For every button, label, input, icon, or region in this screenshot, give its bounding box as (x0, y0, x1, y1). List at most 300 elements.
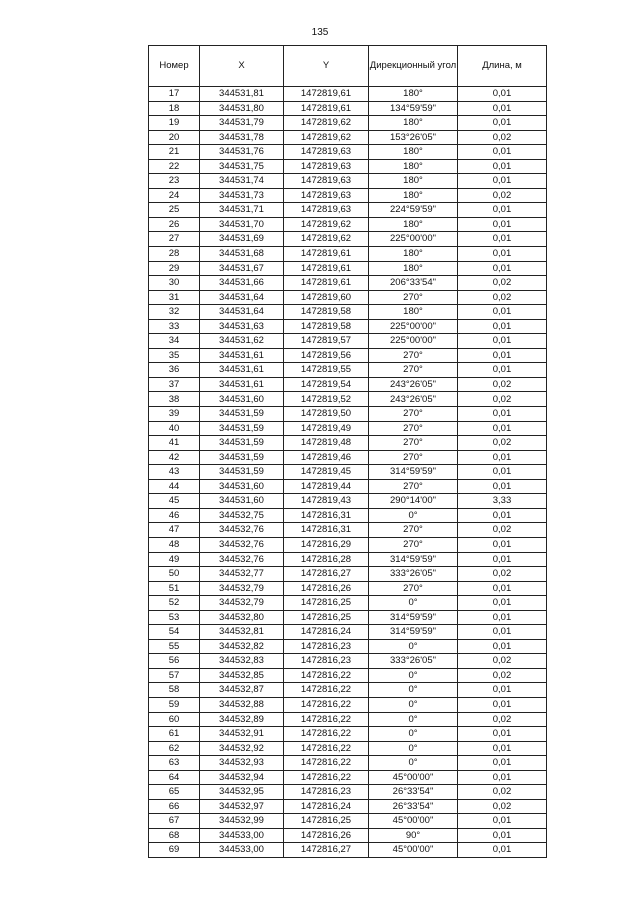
cell-x: 344532,89 (200, 712, 284, 727)
cell-number: 59 (149, 697, 200, 712)
cell-y: 1472816,24 (284, 625, 369, 640)
cell-length: 0,01 (458, 348, 547, 363)
table-row (149, 436, 547, 451)
table-row (149, 305, 547, 320)
cell-x: 344533,00 (200, 828, 284, 843)
cell-y: 1472819,44 (284, 479, 369, 494)
cell-length: 0,01 (458, 727, 547, 742)
table-row (149, 159, 547, 174)
cell-direction-angle: 26°33'54" (369, 785, 458, 800)
cell-number: 31 (149, 290, 200, 305)
cell-x: 344532,93 (200, 756, 284, 771)
cell-x: 344531,67 (200, 261, 284, 276)
cell-direction-angle: 0° (369, 727, 458, 742)
cell-y: 1472816,25 (284, 596, 369, 611)
cell-x: 344532,79 (200, 581, 284, 596)
table-row (149, 290, 547, 305)
table-row (149, 494, 547, 509)
cell-length: 0,01 (458, 319, 547, 334)
cell-number: 68 (149, 828, 200, 843)
cell-y: 1472819,57 (284, 334, 369, 349)
cell-y: 1472816,27 (284, 843, 369, 858)
cell-direction-angle: 290°14'00" (369, 494, 458, 509)
cell-y: 1472819,63 (284, 174, 369, 189)
cell-length: 0,02 (458, 392, 547, 407)
cell-direction-angle: 0° (369, 712, 458, 727)
table-row (149, 785, 547, 800)
cell-x: 344531,61 (200, 348, 284, 363)
cell-y: 1472819,63 (284, 145, 369, 160)
cell-y: 1472819,45 (284, 465, 369, 480)
cell-length: 0,01 (458, 203, 547, 218)
table-row (149, 712, 547, 727)
cell-number: 69 (149, 843, 200, 858)
cell-number: 58 (149, 683, 200, 698)
cell-y: 1472819,62 (284, 116, 369, 131)
table-row (149, 668, 547, 683)
cell-number: 56 (149, 654, 200, 669)
cell-number: 21 (149, 145, 200, 160)
cell-direction-angle: 0° (369, 508, 458, 523)
cell-length: 0,01 (458, 508, 547, 523)
cell-length: 0,01 (458, 610, 547, 625)
cell-y: 1472819,50 (284, 407, 369, 422)
cell-x: 344531,79 (200, 116, 284, 131)
table-row (149, 596, 547, 611)
cell-number: 37 (149, 377, 200, 392)
cell-x: 344531,74 (200, 174, 284, 189)
cell-number: 45 (149, 494, 200, 509)
cell-direction-angle: 270° (369, 348, 458, 363)
table-row (149, 567, 547, 582)
cell-direction-angle: 0° (369, 697, 458, 712)
cell-direction-angle: 0° (369, 639, 458, 654)
cell-number: 66 (149, 799, 200, 814)
cell-x: 344531,61 (200, 363, 284, 378)
cell-length: 0,01 (458, 581, 547, 596)
cell-y: 1472816,26 (284, 581, 369, 596)
cell-x: 344531,81 (200, 87, 284, 102)
cell-number: 62 (149, 741, 200, 756)
cell-number: 41 (149, 436, 200, 451)
cell-length: 0,02 (458, 712, 547, 727)
cell-length: 0,01 (458, 639, 547, 654)
cell-direction-angle: 270° (369, 523, 458, 538)
cell-length: 0,01 (458, 828, 547, 843)
cell-length: 0,02 (458, 436, 547, 451)
cell-length: 0,01 (458, 683, 547, 698)
cell-y: 1472816,22 (284, 668, 369, 683)
cell-y: 1472819,61 (284, 261, 369, 276)
cell-direction-angle: 45°00'00" (369, 843, 458, 858)
cell-number: 34 (149, 334, 200, 349)
cell-number: 18 (149, 101, 200, 116)
cell-x: 344531,60 (200, 392, 284, 407)
cell-number: 42 (149, 450, 200, 465)
cell-y: 1472819,62 (284, 217, 369, 232)
header-direction-angle: Дирекционный угол (369, 46, 458, 87)
cell-direction-angle: 224°59'59" (369, 203, 458, 218)
cell-length: 0,01 (458, 770, 547, 785)
cell-x: 344531,59 (200, 450, 284, 465)
table-row (149, 232, 547, 247)
cell-direction-angle: 0° (369, 756, 458, 771)
cell-number: 17 (149, 87, 200, 102)
cell-x: 344531,59 (200, 407, 284, 422)
cell-length: 0,01 (458, 174, 547, 189)
table-row (149, 537, 547, 552)
cell-length: 0,01 (458, 232, 547, 247)
cell-x: 344531,63 (200, 319, 284, 334)
cell-y: 1472819,61 (284, 101, 369, 116)
table-row (149, 116, 547, 131)
cell-length: 0,02 (458, 799, 547, 814)
cell-y: 1472816,28 (284, 552, 369, 567)
cell-x: 344532,76 (200, 523, 284, 538)
cell-direction-angle: 180° (369, 174, 458, 189)
cell-number: 53 (149, 610, 200, 625)
cell-number: 48 (149, 537, 200, 552)
table-row (149, 217, 547, 232)
cell-y: 1472819,58 (284, 305, 369, 320)
cell-x: 344532,81 (200, 625, 284, 640)
cell-length: 0,02 (458, 276, 547, 291)
cell-x: 344532,87 (200, 683, 284, 698)
cell-direction-angle: 270° (369, 479, 458, 494)
cell-x: 344532,76 (200, 537, 284, 552)
cell-y: 1472819,46 (284, 450, 369, 465)
cell-length: 0,02 (458, 290, 547, 305)
cell-y: 1472819,61 (284, 87, 369, 102)
header-length: Длина, м (458, 46, 547, 87)
cell-direction-angle: 180° (369, 261, 458, 276)
cell-length: 0,01 (458, 625, 547, 640)
table-row (149, 450, 547, 465)
cell-number: 22 (149, 159, 200, 174)
cell-x: 344532,80 (200, 610, 284, 625)
cell-direction-angle: 90° (369, 828, 458, 843)
cell-length: 0,01 (458, 537, 547, 552)
cell-direction-angle: 270° (369, 363, 458, 378)
table-header-row (149, 46, 547, 87)
cell-x: 344531,70 (200, 217, 284, 232)
cell-number: 38 (149, 392, 200, 407)
cell-x: 344531,80 (200, 101, 284, 116)
cell-number: 29 (149, 261, 200, 276)
table-row (149, 654, 547, 669)
cell-x: 344531,76 (200, 145, 284, 160)
cell-direction-angle: 0° (369, 741, 458, 756)
table-row (149, 479, 547, 494)
cell-x: 344531,61 (200, 377, 284, 392)
cell-x: 344532,97 (200, 799, 284, 814)
cell-number: 43 (149, 465, 200, 480)
cell-length: 0,01 (458, 334, 547, 349)
cell-number: 24 (149, 188, 200, 203)
cell-number: 30 (149, 276, 200, 291)
cell-number: 19 (149, 116, 200, 131)
cell-number: 33 (149, 319, 200, 334)
cell-direction-angle: 270° (369, 537, 458, 552)
cell-length: 0,01 (458, 843, 547, 858)
cell-direction-angle: 180° (369, 305, 458, 320)
page-number: 135 (311, 27, 329, 38)
cell-y: 1472816,25 (284, 610, 369, 625)
cell-y: 1472816,31 (284, 508, 369, 523)
cell-direction-angle: 225°00'00" (369, 334, 458, 349)
cell-direction-angle: 270° (369, 436, 458, 451)
cell-direction-angle: 180° (369, 116, 458, 131)
table-row (149, 770, 547, 785)
table-row (149, 421, 547, 436)
table-row (149, 145, 547, 160)
cell-x: 344531,69 (200, 232, 284, 247)
cell-y: 1472819,63 (284, 203, 369, 218)
cell-length: 0,01 (458, 552, 547, 567)
cell-y: 1472819,63 (284, 159, 369, 174)
cell-y: 1472819,60 (284, 290, 369, 305)
cell-length: 0,02 (458, 785, 547, 800)
table-row (149, 741, 547, 756)
coordinates-table (148, 45, 547, 858)
cell-direction-angle: 26°33'54" (369, 799, 458, 814)
cell-x: 344532,82 (200, 639, 284, 654)
cell-number: 60 (149, 712, 200, 727)
cell-y: 1472819,62 (284, 130, 369, 145)
table-row (149, 683, 547, 698)
cell-y: 1472816,22 (284, 712, 369, 727)
cell-y: 1472816,24 (284, 799, 369, 814)
cell-number: 65 (149, 785, 200, 800)
cell-direction-angle: 0° (369, 683, 458, 698)
header-number: Номер (149, 46, 200, 87)
table-row (149, 261, 547, 276)
cell-y: 1472816,22 (284, 770, 369, 785)
table-row (149, 203, 547, 218)
cell-x: 344532,94 (200, 770, 284, 785)
cell-direction-angle: 180° (369, 159, 458, 174)
cell-length: 0,02 (458, 377, 547, 392)
cell-x: 344533,00 (200, 843, 284, 858)
cell-number: 50 (149, 567, 200, 582)
table-row (149, 523, 547, 538)
cell-number: 39 (149, 407, 200, 422)
cell-direction-angle: 243°26'05" (369, 377, 458, 392)
cell-y: 1472816,25 (284, 814, 369, 829)
cell-length: 0,01 (458, 697, 547, 712)
cell-length: 0,01 (458, 305, 547, 320)
table-row (149, 87, 547, 102)
cell-length: 0,02 (458, 130, 547, 145)
cell-number: 44 (149, 479, 200, 494)
cell-y: 1472816,29 (284, 537, 369, 552)
cell-y: 1472819,43 (284, 494, 369, 509)
table-row (149, 552, 547, 567)
cell-x: 344531,78 (200, 130, 284, 145)
cell-number: 20 (149, 130, 200, 145)
cell-y: 1472819,49 (284, 421, 369, 436)
cell-direction-angle: 180° (369, 188, 458, 203)
cell-y: 1472819,52 (284, 392, 369, 407)
cell-length: 3,33 (458, 494, 547, 509)
cell-direction-angle: 225°00'00" (369, 232, 458, 247)
cell-length: 0,02 (458, 188, 547, 203)
table-row (149, 625, 547, 640)
cell-length: 0,02 (458, 523, 547, 538)
cell-direction-angle: 270° (369, 450, 458, 465)
cell-x: 344532,95 (200, 785, 284, 800)
cell-x: 344532,83 (200, 654, 284, 669)
cell-direction-angle: 270° (369, 407, 458, 422)
cell-y: 1472819,55 (284, 363, 369, 378)
cell-number: 57 (149, 668, 200, 683)
cell-y: 1472816,23 (284, 654, 369, 669)
cell-direction-angle: 206°33'54" (369, 276, 458, 291)
cell-x: 344531,66 (200, 276, 284, 291)
cell-direction-angle: 153°26'05" (369, 130, 458, 145)
table-row (149, 392, 547, 407)
cell-y: 1472816,22 (284, 756, 369, 771)
cell-x: 344532,92 (200, 741, 284, 756)
cell-y: 1472819,48 (284, 436, 369, 451)
cell-x: 344531,62 (200, 334, 284, 349)
table-row (149, 508, 547, 523)
cell-length: 0,01 (458, 217, 547, 232)
cell-length: 0,02 (458, 567, 547, 582)
table-row (149, 727, 547, 742)
cell-number: 51 (149, 581, 200, 596)
cell-direction-angle: 180° (369, 247, 458, 262)
cell-number: 49 (149, 552, 200, 567)
cell-x: 344531,75 (200, 159, 284, 174)
cell-direction-angle: 333°26'05" (369, 567, 458, 582)
cell-number: 46 (149, 508, 200, 523)
cell-number: 36 (149, 363, 200, 378)
cell-length: 0,01 (458, 479, 547, 494)
table-row (149, 828, 547, 843)
cell-y: 1472816,22 (284, 697, 369, 712)
cell-direction-angle: 180° (369, 87, 458, 102)
cell-length: 0,01 (458, 756, 547, 771)
cell-direction-angle: 333°26'05" (369, 654, 458, 669)
cell-number: 67 (149, 814, 200, 829)
cell-y: 1472816,31 (284, 523, 369, 538)
table-row (149, 188, 547, 203)
cell-x: 344531,59 (200, 465, 284, 480)
header-x: X (200, 46, 284, 87)
cell-direction-angle: 314°59'59" (369, 552, 458, 567)
cell-number: 26 (149, 217, 200, 232)
cell-x: 344532,75 (200, 508, 284, 523)
cell-number: 32 (149, 305, 200, 320)
cell-length: 0,01 (458, 101, 547, 116)
cell-number: 40 (149, 421, 200, 436)
cell-y: 1472816,26 (284, 828, 369, 843)
table-row (149, 756, 547, 771)
cell-y: 1472816,22 (284, 683, 369, 698)
table-row (149, 247, 547, 262)
cell-x: 344532,99 (200, 814, 284, 829)
cell-y: 1472819,63 (284, 188, 369, 203)
cell-number: 63 (149, 756, 200, 771)
cell-number: 55 (149, 639, 200, 654)
cell-direction-angle: 0° (369, 596, 458, 611)
cell-number: 54 (149, 625, 200, 640)
cell-x: 344531,71 (200, 203, 284, 218)
cell-direction-angle: 225°00'00" (369, 319, 458, 334)
table-row (149, 276, 547, 291)
cell-x: 344531,68 (200, 247, 284, 262)
table-row (149, 319, 547, 334)
cell-direction-angle: 45°00'00" (369, 770, 458, 785)
cell-direction-angle: 243°26'05" (369, 392, 458, 407)
cell-length: 0,01 (458, 407, 547, 422)
cell-direction-angle: 314°59'59" (369, 625, 458, 640)
cell-x: 344531,73 (200, 188, 284, 203)
cell-direction-angle: 270° (369, 581, 458, 596)
table-row (149, 363, 547, 378)
cell-x: 344531,59 (200, 436, 284, 451)
cell-length: 0,01 (458, 363, 547, 378)
table-row (149, 101, 547, 116)
table-row (149, 610, 547, 625)
cell-x: 344531,60 (200, 494, 284, 509)
cell-y: 1472816,23 (284, 639, 369, 654)
cell-direction-angle: 314°59'59" (369, 465, 458, 480)
cell-number: 47 (149, 523, 200, 538)
cell-length: 0,01 (458, 247, 547, 262)
cell-number: 35 (149, 348, 200, 363)
cell-number: 61 (149, 727, 200, 742)
cell-x: 344532,85 (200, 668, 284, 683)
cell-direction-angle: 180° (369, 217, 458, 232)
table-row (149, 697, 547, 712)
cell-x: 344531,59 (200, 421, 284, 436)
cell-direction-angle: 180° (369, 145, 458, 160)
cell-number: 27 (149, 232, 200, 247)
cell-length: 0,01 (458, 87, 547, 102)
cell-x: 344532,77 (200, 567, 284, 582)
cell-x: 344532,76 (200, 552, 284, 567)
table-row (149, 377, 547, 392)
table-row (149, 639, 547, 654)
cell-direction-angle: 314°59'59" (369, 610, 458, 625)
cell-length: 0,01 (458, 450, 547, 465)
table-row (149, 814, 547, 829)
cell-length: 0,01 (458, 159, 547, 174)
table-row (149, 799, 547, 814)
table-row (149, 465, 547, 480)
cell-x: 344532,91 (200, 727, 284, 742)
cell-direction-angle: 270° (369, 290, 458, 305)
cell-y: 1472819,61 (284, 276, 369, 291)
cell-y: 1472819,56 (284, 348, 369, 363)
table-row (149, 348, 547, 363)
cell-length: 0,01 (458, 814, 547, 829)
table-row (149, 581, 547, 596)
cell-direction-angle: 270° (369, 421, 458, 436)
cell-number: 52 (149, 596, 200, 611)
cell-number: 23 (149, 174, 200, 189)
cell-y: 1472816,23 (284, 785, 369, 800)
cell-x: 344532,88 (200, 697, 284, 712)
cell-y: 1472819,62 (284, 232, 369, 247)
cell-x: 344531,64 (200, 290, 284, 305)
cell-length: 0,02 (458, 654, 547, 669)
cell-x: 344531,60 (200, 479, 284, 494)
cell-y: 1472816,22 (284, 727, 369, 742)
cell-y: 1472819,61 (284, 247, 369, 262)
